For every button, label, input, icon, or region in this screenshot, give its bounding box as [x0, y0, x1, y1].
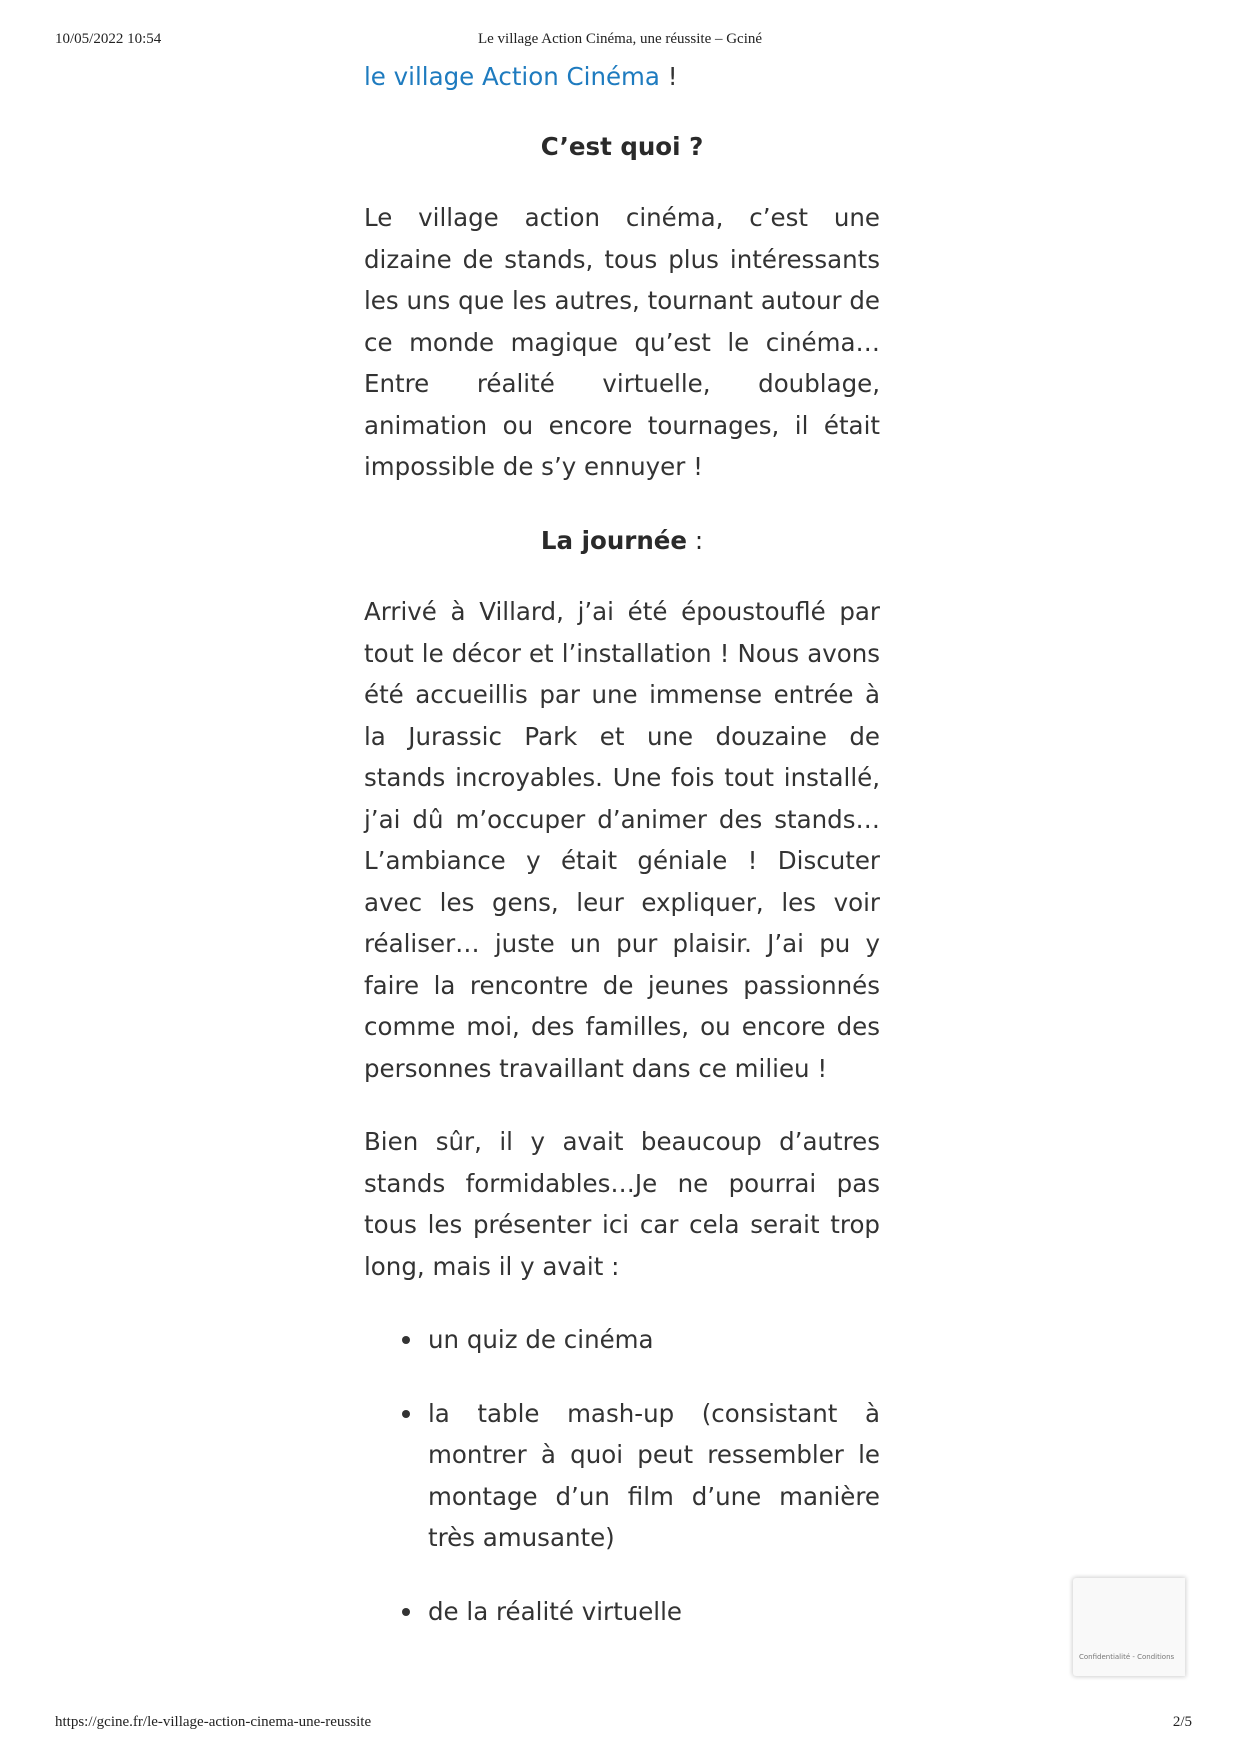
lead-tail: !	[659, 62, 678, 91]
section-heading-colon: :	[687, 525, 704, 555]
section-heading-cest-quoi: C’est quoi ?	[540, 131, 704, 161]
section-paragraph-stands: Bien sûr, il y avait beaucoup d’autres stands formidables…Je ne pourrai pas tous les présenter ici car cela serait trop long, mais il y avait :	[364, 1127, 880, 1281]
bullet-icon	[402, 1410, 410, 1418]
list-item-text: de la réalité virtuelle	[428, 1596, 682, 1626]
print-page-number: 2/5	[1172, 1714, 1192, 1730]
print-datetime: 10/05/2022 10:54	[55, 31, 162, 47]
stands-list	[364, 1319, 880, 1632]
list-item	[364, 1591, 880, 1633]
bullet-icon	[402, 1608, 410, 1616]
list-item	[364, 1393, 880, 1559]
article-body	[364, 56, 880, 1664]
list-item-text: un quiz de cinéma	[428, 1325, 654, 1354]
village-action-cinema-link[interactable]: le village Action Cinéma	[364, 62, 660, 91]
section-paragraph-intro: Le village action cinéma, c’est une dizaine de stands, tous plus intéressants les uns que les autres, tournant autour de ce monde magique qu’est le cinéma…Entre réalité virtuelle, doublage, animation ou encore tournages, il était impossible de s’y ennuyer !	[364, 203, 880, 481]
print-footer	[0, 1711, 1240, 1741]
list-item-text: la table mash-up (consistant à montrer à quoi peut ressembler le montage d’un film d’une manière très amusante)	[428, 1398, 880, 1552]
print-url: https://gcine.fr/le-village-action-cinema-une-reussite	[55, 1714, 372, 1730]
lead-paragraph	[364, 56, 880, 98]
print-page-title: Le village Action Cinéma, une réussite – Gciné	[477, 31, 763, 47]
section-paragraph-journee: Arrivé à Villard, j’ai été époustouflé par tout le décor et l’installation ! Nous avons été accueillis par une immense entrée à la Jurassic Park et une douzaine de stands incroyables. Une fois tout installé, j’ai dû m’occuper d’animer des stands… L’ambiance y était géniale ! Discuter avec les gens, leur expliquer, les voir réaliser… juste un pur plaisir. J’ai pu y faire la rencontre de jeunes passionnés comme moi, des familles, ou encore des personnes travaillant dans ce milieu !	[364, 597, 880, 1083]
print-header	[0, 28, 1240, 58]
section-heading-la-journee-text: La journée	[540, 525, 688, 555]
recaptcha-badge[interactable]	[1073, 1578, 1185, 1676]
section-heading-la-journee	[364, 520, 880, 562]
recaptcha-links[interactable]: Confidentialité - Conditions	[1079, 1653, 1175, 1661]
list-item	[364, 1319, 880, 1361]
bullet-icon	[402, 1336, 410, 1344]
